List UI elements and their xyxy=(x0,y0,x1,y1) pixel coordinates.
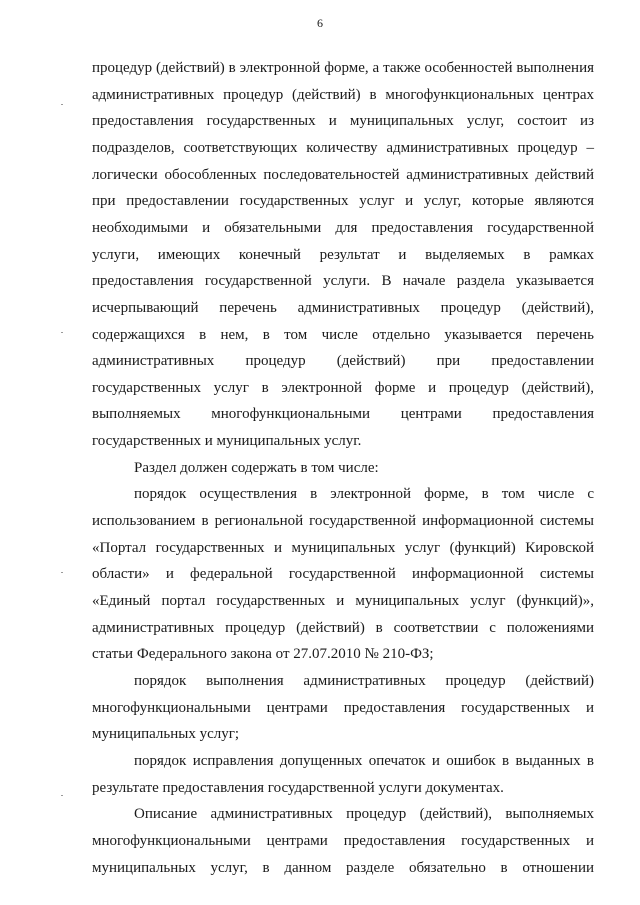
text-line: предоставления государственных и муниципальных услуг, состоит из xyxy=(92,113,594,130)
text-line: услуги, имеющих конечный результат и выделяемых в рамках xyxy=(92,246,594,263)
margin-mark xyxy=(61,572,63,573)
text-line: административных процедур (действий) при предоставлении xyxy=(92,353,594,370)
text-line: административных процедур (действий) в соответствии с положениями xyxy=(92,619,594,636)
text-line: статьи Федерального закона от 27.07.2010 № 210-ФЗ; xyxy=(92,646,434,663)
text-line: государственных и муниципальных услуг. xyxy=(92,433,362,450)
text-line: порядок исправления допущенных опечаток и ошибок в выданных в xyxy=(134,752,594,769)
text-line: предоставления государственной услуги. В начале раздела указывается xyxy=(92,273,594,290)
text-line: при предоставлении государственных услуг и услуг, которые являются xyxy=(92,193,594,210)
text-line: исчерпывающий перечень административных процедур (действий), xyxy=(92,299,594,316)
text-line: Описание административных процедур (действий), выполняемых xyxy=(134,806,594,823)
text-line: подразделов, соответствующих количеству административных процедур – xyxy=(92,139,594,156)
text-line: многофункциональными центрами предоставления государственных и xyxy=(92,699,594,716)
text-line: логически обособленных последовательностей административных действий xyxy=(92,166,594,183)
text-line: необходимыми и обязательными для предоставления государственной xyxy=(92,219,594,236)
text-line: использованием в региональной государственной информационной системы xyxy=(92,513,594,529)
text-line: содержащихся в нем, в том числе отдельно указывается перечень xyxy=(92,326,594,343)
margin-mark xyxy=(61,104,63,105)
text-line: административных процедур (действий) в многофункциональных центрах xyxy=(92,86,594,103)
text-line: «Портал государственных и муниципальных услуг (функций) Кировской xyxy=(92,539,594,556)
page-number: 6 xyxy=(317,16,323,30)
text-line: порядок осуществления в электронной форме, в том числе с xyxy=(134,486,594,503)
text-line: Раздел должен содержать в том числе: xyxy=(134,459,379,476)
text-line: процедур (действий) в электронной форме, а также особенностей выполнения xyxy=(92,60,594,76)
text-line: порядок выполнения административных процедур (действий) xyxy=(134,672,594,689)
margin-mark xyxy=(61,332,63,333)
text-line: государственных услуг в электронной форме и процедур (действий), xyxy=(92,379,594,396)
text-line: многофункциональными центрами предоставления государственных и xyxy=(92,832,594,849)
text-line: результате предоставления государственной услуги документах. xyxy=(92,779,504,796)
text-line: выполняемых многофункциональными центрами предоставления xyxy=(92,406,594,423)
margin-mark xyxy=(61,795,63,796)
text-line: муниципальных услуг, в данном разделе обязательно в отношении xyxy=(92,859,594,876)
text-line: области» и федеральной государственной информационной системы xyxy=(92,566,594,583)
text-line: муниципальных услуг; xyxy=(92,726,240,743)
text-line: «Единый портал государственных и муниципальных услуг (функций)», xyxy=(92,593,594,609)
